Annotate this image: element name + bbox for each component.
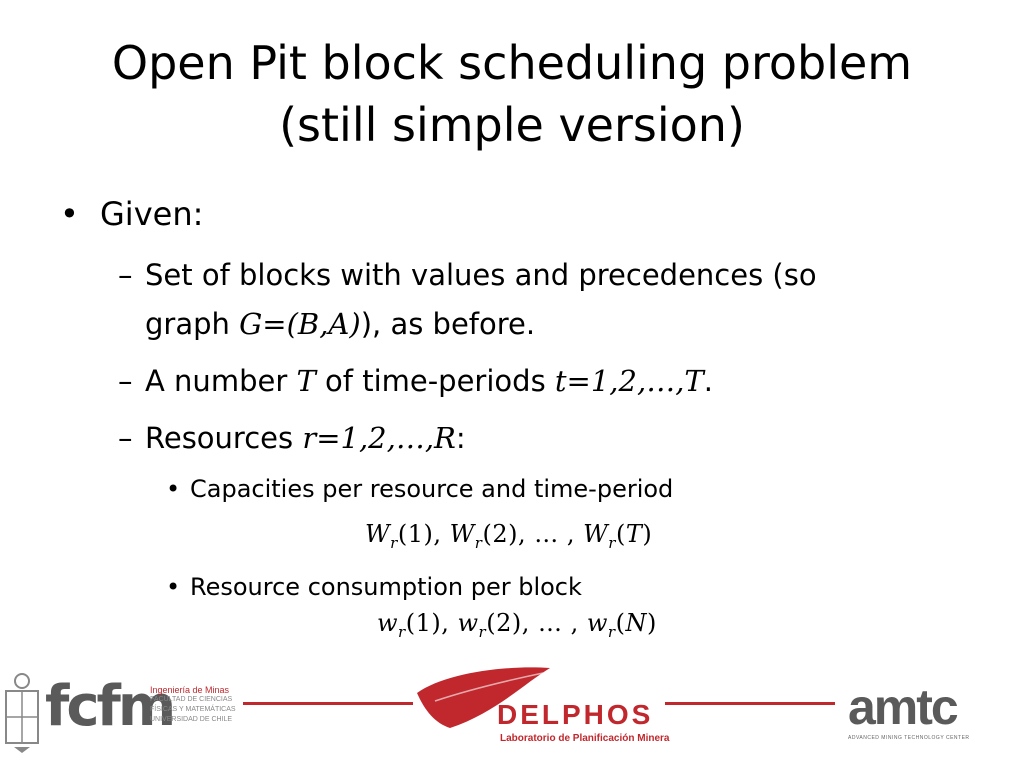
text-a-number: A number bbox=[145, 364, 297, 398]
subsub-capacities-text: Capacities per resource and time-period bbox=[190, 475, 674, 503]
math-graph: G=(B,A) bbox=[239, 307, 361, 341]
fcfm-logo: fcfm bbox=[45, 674, 174, 739]
math-T: T bbox=[296, 364, 316, 398]
fcfm-sub-line4: UNIVERSIDAD DE CHILE bbox=[150, 716, 233, 723]
amtc-logo: amtc bbox=[848, 679, 957, 735]
text-colon: : bbox=[455, 421, 466, 455]
footer-logos bbox=[0, 655, 1024, 768]
bullet-dot-icon: • bbox=[166, 475, 181, 503]
red-divider-left bbox=[243, 702, 413, 705]
text-time-periods: of time-periods bbox=[315, 364, 555, 398]
bullet-dot-icon: • bbox=[166, 573, 181, 601]
subitem-blocks-line2 bbox=[145, 300, 535, 348]
delphos-subtitle: Laboratorio de Planificación Minera bbox=[500, 733, 670, 744]
text-resources: Resources bbox=[145, 421, 303, 455]
subitem-time-text bbox=[145, 357, 713, 405]
formula-consumption: $w_r(1)$, $w_r(2)$, … , $w_r(N)$ bbox=[377, 609, 657, 641]
amtc-subtitle: ADVANCED MINING TECHNOLOGY CENTER bbox=[848, 735, 970, 741]
subsub-consumption-text: Resource consumption per block bbox=[190, 573, 582, 601]
fcfm-sub-line3: FÍSICAS Y MATEMÁTICAS bbox=[150, 706, 236, 713]
fcfm-subtitle bbox=[150, 685, 236, 725]
fcfm-sub-line1: Ingeniería de Minas bbox=[150, 685, 230, 695]
subitem-resources-text bbox=[145, 414, 466, 462]
subitem-blocks-line1: Set of blocks with values and precedences (so bbox=[145, 258, 817, 292]
dash-icon: – bbox=[118, 421, 133, 455]
delphos-logo: DELPHOS bbox=[497, 699, 654, 730]
bullet-dot-icon: • bbox=[60, 195, 79, 233]
math-r-range: r=1,2,…,R bbox=[302, 421, 456, 455]
slide-title bbox=[0, 32, 1024, 156]
bullet-given-label: Given: bbox=[100, 195, 204, 233]
dash-icon: – bbox=[118, 258, 133, 292]
math-t-range: t=1,2,…,T bbox=[554, 364, 704, 398]
red-divider-right bbox=[665, 702, 835, 705]
title-line-1: Open Pit block scheduling problem bbox=[111, 36, 913, 90]
university-seal-icon bbox=[2, 669, 42, 755]
fcfm-sub-line2: FACULTAD DE CIENCIAS bbox=[150, 696, 233, 703]
text-period: . bbox=[703, 364, 713, 398]
formula-capacities: $W_r(1)$, $W_r(2)$, … , $W_r(T)$ bbox=[365, 520, 653, 552]
dash-icon: – bbox=[118, 364, 133, 398]
title-line-2: (still simple version) bbox=[279, 98, 745, 152]
text-graph: graph bbox=[145, 307, 240, 341]
text-as-before: ), as before. bbox=[360, 307, 536, 341]
